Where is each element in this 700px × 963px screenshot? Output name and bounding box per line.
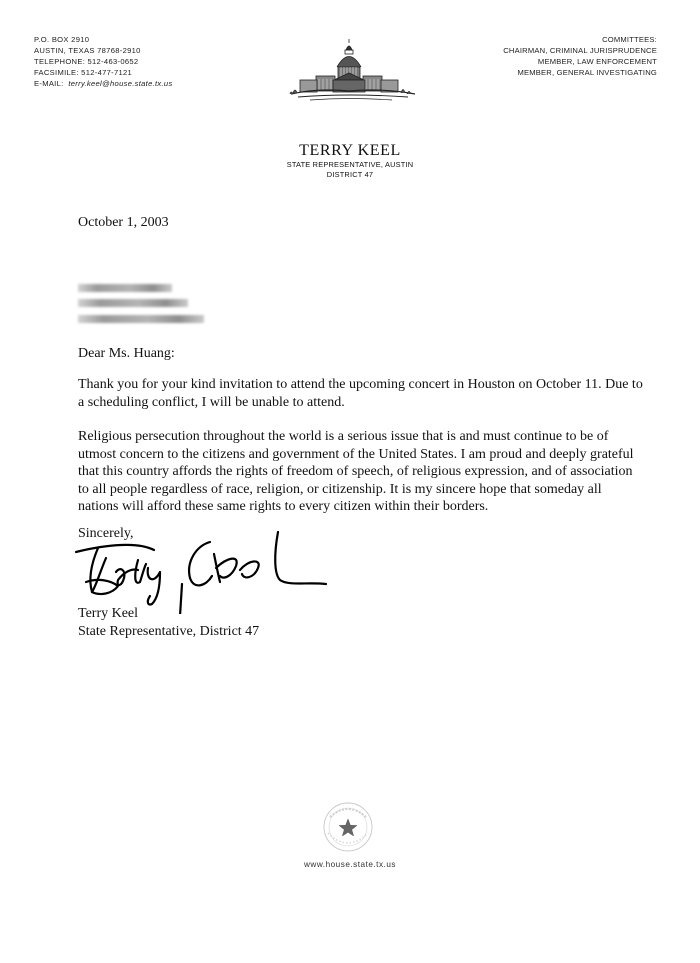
committee-item: CHAIRMAN, CRIMINAL JURISPRUDENCE xyxy=(503,46,657,55)
body-paragraph: Religious persecution throughout the world is a serious issue that is and must continue to be of utmost concern to the citizens and government of the United States. I am proud and deeply grateful that this country affords the rights of freedom of speech, of religious expression, and of association to all people regardless of race, religion, or citizenship. It is my sincere hope that someday all nations will afford these same rights to every citizen within their borders. xyxy=(78,429,634,514)
representative-name: TERRY KEEL xyxy=(299,142,401,159)
closing: Sincerely, xyxy=(78,526,134,541)
email-label: E-MAIL: xyxy=(34,79,64,88)
footer-website: www.house.state.tx.us xyxy=(304,860,396,869)
letter-date: October 1, 2003 xyxy=(78,215,169,230)
city-state-zip: AUSTIN, TEXAS 78768-2910 xyxy=(34,46,141,55)
po-box: P.O. BOX 2910 xyxy=(34,35,90,44)
redacted-recipient-line xyxy=(78,299,188,307)
representative-title-block xyxy=(0,160,700,180)
committee-item: MEMBER, GENERAL INVESTIGATING xyxy=(517,68,657,77)
signer-title: State Representative, District 47 xyxy=(78,623,260,639)
facsimile: FACSIMILE: 512-477-7121 xyxy=(34,68,133,77)
capitol-building-icon xyxy=(288,36,418,102)
signature-block xyxy=(78,605,259,640)
handwritten-signature xyxy=(68,524,330,614)
committee-item: MEMBER, LAW ENFORCEMENT xyxy=(537,57,657,66)
committees-heading: COMMITTEES: xyxy=(602,35,657,44)
salutation: Dear Ms. Huang: xyxy=(78,346,175,361)
telephone: TELEPHONE: 512-463-0652 xyxy=(34,57,139,66)
district: DISTRICT 47 xyxy=(326,170,374,179)
contact-block xyxy=(34,34,173,89)
email-address: terry.keel@house.state.tx.us xyxy=(68,79,173,88)
representative-title: STATE REPRESENTATIVE, AUSTIN xyxy=(286,160,414,169)
texas-house-seal-icon xyxy=(318,801,378,853)
body-paragraph: Thank you for your kind invitation to attend the upcoming concert in Houston on October 11. Due to a scheduling conflict, I will be unable to attend. xyxy=(78,377,643,410)
signer-name: Terry Keel xyxy=(78,606,139,621)
redacted-recipient-line xyxy=(78,284,172,292)
email-row xyxy=(34,78,173,89)
redacted-recipient-line xyxy=(78,315,204,323)
committees-block xyxy=(503,34,657,78)
